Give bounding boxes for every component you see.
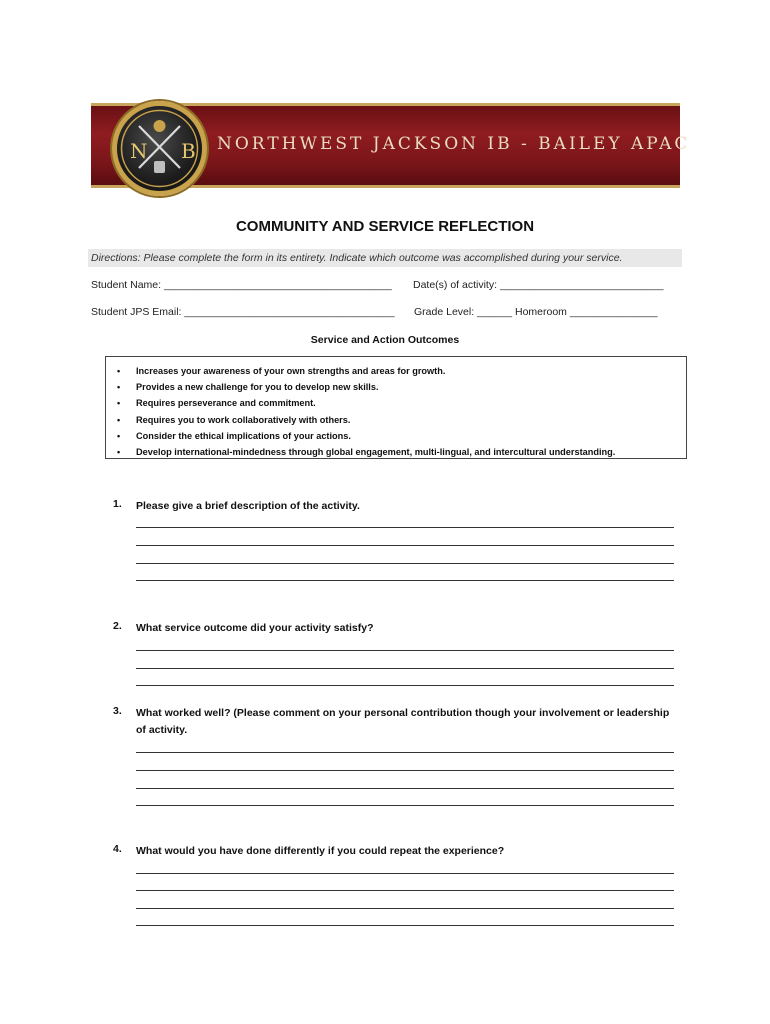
bullet-icon: • [117, 430, 121, 441]
question-number: 1. [113, 498, 122, 510]
outcome-text: Consider the ethical implications of your actions. [136, 430, 351, 441]
answer-line[interactable] [136, 563, 674, 564]
outcome-item [106, 428, 615, 444]
outcomes-list [106, 363, 615, 460]
form-title: COMMUNITY AND SERVICE REFLECTION [235, 218, 535, 235]
question-text: What would you have done differently if you could repeat the experience? [136, 845, 505, 857]
outcome-item [106, 379, 615, 395]
question-number: 4. [113, 843, 122, 855]
outcome-item [106, 444, 615, 460]
outcome-text: Requires perseverance and commitment. [136, 398, 316, 409]
activity-dates-field[interactable]: Date(s) of activity: ____________________________ [413, 279, 664, 291]
outcome-text: Provides a new challenge for you to develop new skills. [136, 382, 379, 393]
answer-line[interactable] [136, 752, 674, 753]
grade-homeroom-field[interactable]: Grade Level: ______ Homeroom _______________ [414, 306, 658, 318]
outcome-text: Develop international-mindedness through global engagement, multi-lingual, and intercultural understanding. [136, 446, 616, 457]
bullet-icon: • [117, 382, 121, 393]
question-text: What service outcome did your activity satisfy? [136, 622, 374, 634]
answer-line[interactable] [136, 580, 674, 581]
answer-line[interactable] [136, 873, 674, 874]
outcome-text: Requires you to work collaboratively with others. [136, 414, 351, 425]
outcome-item [106, 395, 615, 411]
answer-line[interactable] [136, 685, 674, 686]
answer-line[interactable] [136, 650, 674, 651]
answer-line[interactable] [136, 770, 674, 771]
question-number: 3. [113, 705, 122, 717]
seal-letter-n: N [130, 139, 148, 163]
answer-line[interactable] [136, 545, 674, 546]
bullet-icon: • [117, 398, 121, 409]
answer-line[interactable] [136, 805, 674, 806]
student-name-field[interactable]: Student Name: _______________________________________ [91, 279, 392, 291]
directions-text: Directions: Please complete the form in its entirety. Indicate which outcome was accomplished during your service. [88, 249, 682, 267]
student-email-field[interactable]: Student JPS Email: ____________________________________ [91, 306, 395, 318]
school-seal-logo [112, 101, 207, 196]
answer-line[interactable] [136, 908, 674, 909]
bullet-icon: • [117, 414, 121, 425]
answer-line[interactable] [136, 890, 674, 891]
outcome-text: Increases your awareness of your own strengths and areas for growth. [136, 366, 446, 376]
school-name: NORTHWEST JACKSON IB - BAILEY APAC [217, 134, 691, 154]
question-number: 2. [113, 620, 122, 632]
answer-line[interactable] [136, 788, 674, 789]
outcomes-box [105, 356, 687, 459]
answer-line[interactable] [136, 668, 674, 669]
answer-line[interactable] [136, 527, 674, 528]
seal-letter-b: B [181, 139, 196, 163]
bullet-icon: • [117, 446, 121, 457]
question-text: What worked well? (Please comment on your personal contribution though your involvement or leadership of activity. [136, 707, 670, 736]
question-text: Please give a brief description of the activity. [136, 500, 360, 512]
bullet-icon: • [117, 366, 121, 376]
outcome-item [106, 412, 615, 428]
outcomes-heading: Service and Action Outcomes [310, 334, 460, 346]
outcome-item [106, 363, 615, 379]
answer-line[interactable] [136, 925, 674, 926]
